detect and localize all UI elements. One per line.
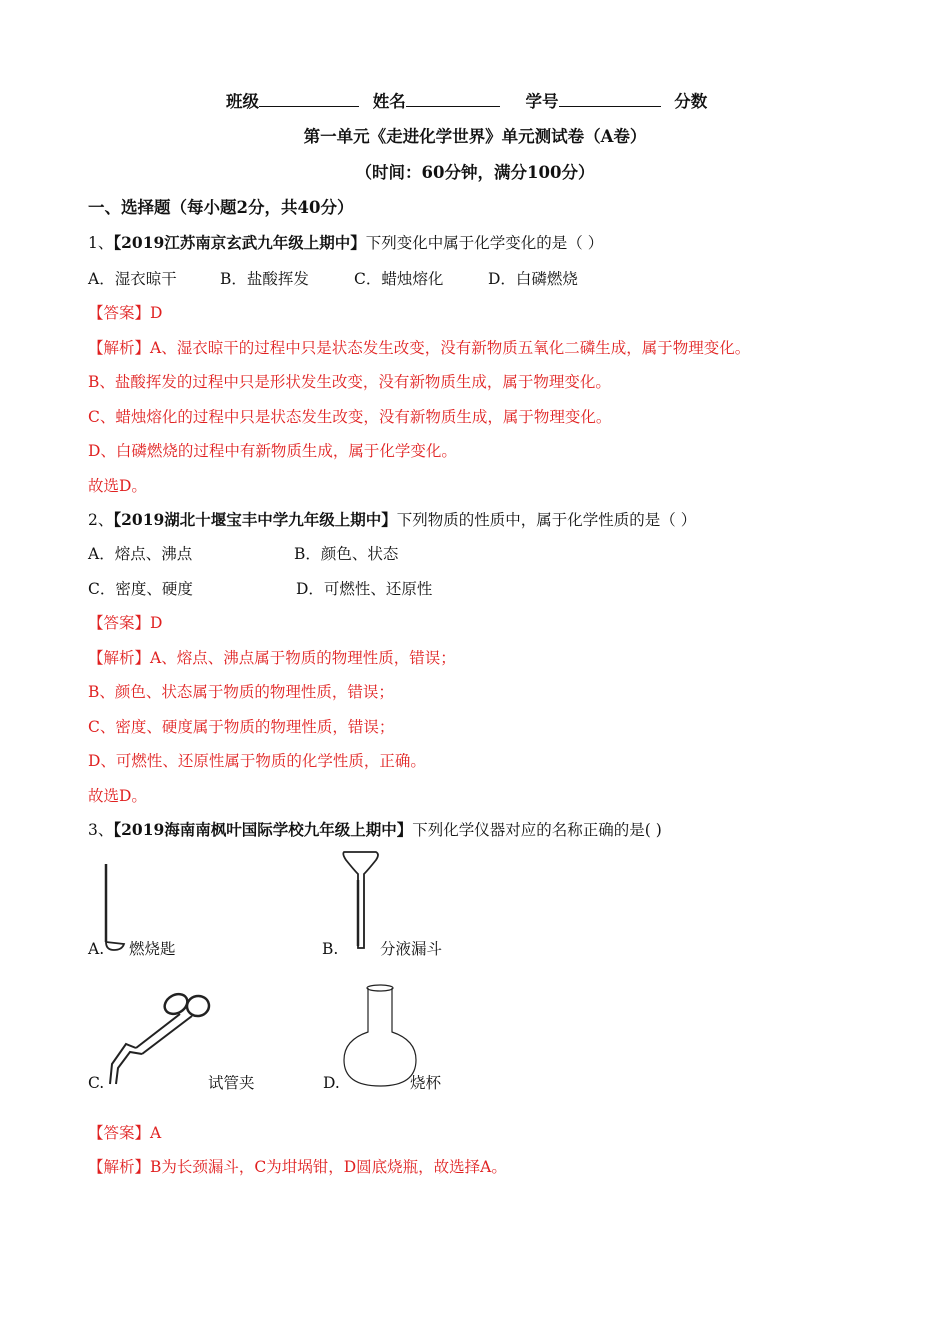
q1-option-a: A．湿衣晾干 — [88, 270, 177, 288]
q3-answer: 【答案】A — [88, 1124, 162, 1142]
q1-analysis-line: 【解析】A、湿衣晾干的过程中只是状态发生改变，没有新物质五氧化二磷生成，属于物理变化。 — [88, 339, 751, 357]
q3-analysis-line: 【解析】B为长颈漏斗，C为坩埚钳，D圆底烧瓶，故选择A。 — [88, 1158, 507, 1176]
round-bottom-flask-icon — [342, 984, 418, 1088]
name-label: 姓名 — [372, 92, 406, 111]
page-subtitle: （时间：60分钟，满分100分） — [355, 163, 595, 182]
q1-analysis-line: 故选D。 — [88, 477, 147, 495]
q3-option-b-letter: B. — [322, 940, 339, 958]
q3-option-c-name: 试管夹 — [208, 1074, 255, 1092]
q2-analysis-line: 故选D。 — [88, 787, 147, 805]
q2-answer: 【答案】D — [88, 614, 163, 632]
q1-option-c: C．蜡烛熔化 — [354, 270, 444, 288]
q1-answer: 【答案】D — [88, 304, 163, 322]
score-label: 分数 — [674, 92, 708, 111]
question-1 — [88, 232, 603, 254]
question-number: 3、 — [88, 821, 114, 839]
q3-option-d-name: 烧杯 — [410, 1074, 442, 1092]
question-source: 【2019江苏南京玄武九年级上期中】 — [113, 233, 366, 252]
page-title: 第一单元《走进化学世界》单元测试卷（A卷） — [303, 127, 647, 146]
question-source: 【2019海南南枫叶国际学校九年级上期中】 — [113, 820, 413, 839]
question-number: 2、 — [88, 511, 114, 529]
class-label: 班级 — [226, 92, 259, 111]
q1-analysis-line: B、盐酸挥发的过程中只是形状发生改变，没有新物质生成，属于物理变化。 — [88, 373, 611, 391]
q3-option-a-name: 燃烧匙 — [129, 940, 176, 958]
q3-option-c-letter: C. — [88, 1074, 105, 1092]
question-source: 【2019湖北十堰宝丰中学九年级上期中】 — [113, 510, 397, 529]
q3-option-d-letter: D. — [323, 1074, 340, 1092]
question-stem: 下列变化中属于化学变化的是（ ） — [365, 234, 604, 252]
question-stem: 下列化学仪器对应的名称正确的是( ) — [412, 821, 662, 839]
name-blank[interactable] — [406, 90, 500, 107]
q2-analysis-line: B、颜色、状态属于物质的物理性质，错误； — [88, 683, 394, 701]
section-heading: 一、选择题（每小题2分，共40分） — [88, 198, 354, 217]
q2-analysis-line: C、密度、硬度属于物质的物理性质，错误； — [88, 718, 395, 736]
student-info-row — [226, 90, 707, 113]
q2-option-d: D．可燃性、还原性 — [296, 580, 433, 598]
funnel-icon — [338, 850, 384, 950]
question-3 — [88, 819, 662, 841]
q1-analysis-line: D、白磷燃烧的过程中有新物质生成，属于化学变化。 — [88, 442, 457, 460]
question-2 — [88, 509, 696, 531]
q3-option-b-name: 分液漏斗 — [380, 940, 443, 958]
tongs-icon — [100, 986, 220, 1086]
id-blank[interactable] — [559, 90, 661, 107]
q2-option-c: C．密度、硬度 — [88, 580, 193, 598]
id-label: 学号 — [525, 92, 559, 111]
class-blank[interactable] — [259, 90, 359, 107]
q3-option-a-letter: A. — [88, 940, 105, 958]
question-number: 1、 — [88, 234, 114, 252]
q2-option-b: B．颜色、状态 — [294, 545, 399, 563]
q2-analysis-line: D、可燃性、还原性属于物质的化学性质，正确。 — [88, 752, 426, 770]
q2-analysis-line: 【解析】A、熔点、沸点属于物质的物理性质，错误； — [88, 649, 456, 667]
q1-option-d: D．白磷燃烧 — [488, 270, 578, 288]
q1-analysis-line: C、蜡烛熔化的过程中只是状态发生改变，没有新物质生成，属于物理变化。 — [88, 408, 612, 426]
q1-option-b: B．盐酸挥发 — [220, 270, 309, 288]
question-stem: 下列物质的性质中，属于化学性质的是（ ） — [396, 511, 697, 529]
q2-option-a: A．熔点、沸点 — [88, 545, 193, 563]
